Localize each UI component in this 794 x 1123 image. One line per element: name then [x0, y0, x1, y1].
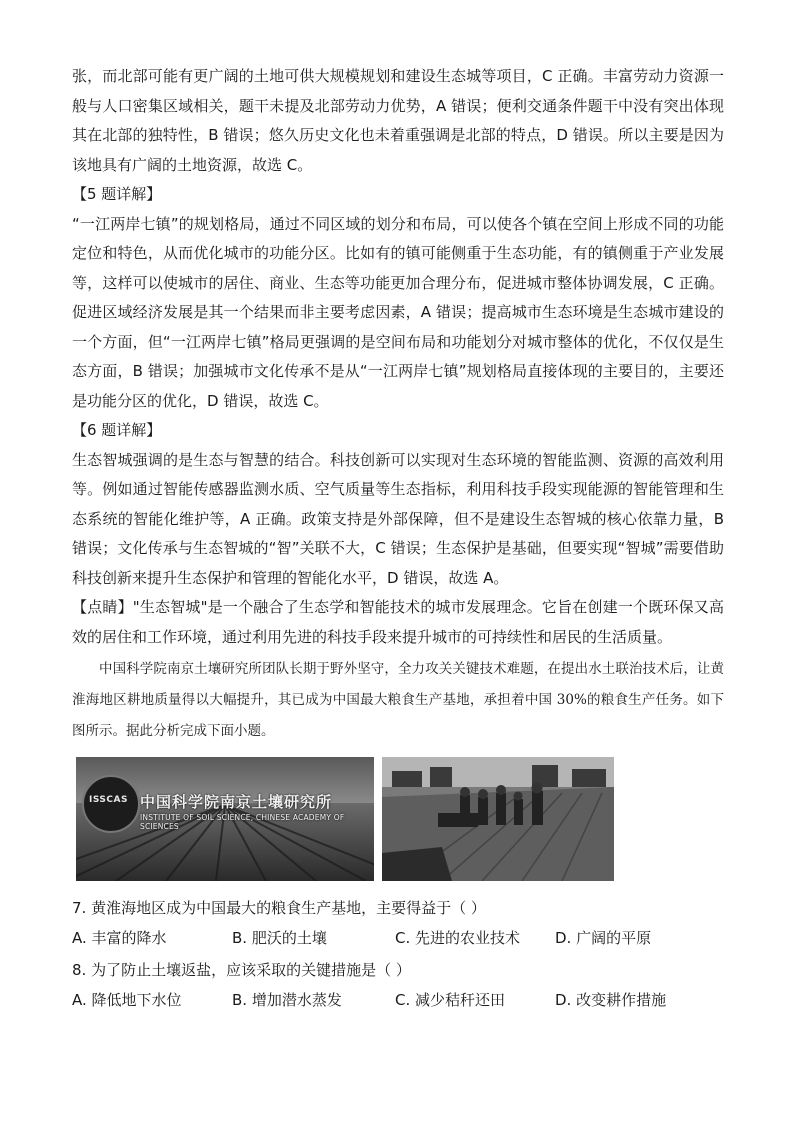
q7-option-a[interactable]: A. 丰富的降水: [72, 929, 167, 947]
researchers-field-image: [382, 757, 614, 881]
q7-option-c[interactable]: C. 先进的农业技术: [395, 929, 521, 947]
q8-option-a[interactable]: A. 降低地下水位: [72, 991, 182, 1009]
q7-option-d[interactable]: D. 广阔的平原: [555, 929, 652, 947]
institute-name-en: INSTITUTE OF SOIL SCIENCE, CHINESE ACADEMY OF SCIENCES: [140, 813, 345, 831]
question-8-options: [72, 985, 724, 1015]
page-content: [72, 62, 724, 1015]
answer-paragraph-5: “一江两岸七镇”的规划格局，通过不同区域的划分和布局，可以使各个镇在空间上形成不同的功能定位和特色，从而优化城市的功能分区。比如有的镇可能侧重于生态功能，有的镇侧重于产业发展等，这样可以使城市的居住、商业、生态等功能更加合理分布，促进城市整体协调发展，C 正确。促进区域经济发展是其一个结果而非主要考虑因素，A 错误；提高城市生态环境是生态城市建设的一个方面，但“一江两岸七镇”格局更强调的是空间布局和功能划分对城市整体的优化，不仅仅是生态方面，B 错误；加强城市文化传承不是从“一江两岸七镇”规划格局直接体现的主要目的，主要还是功能分区的优化，D 错误，故选 C。: [72, 214, 724, 410]
section-heading-5: 【5 题详解】: [72, 185, 162, 203]
section-heading-6: 【6 题详解】: [72, 421, 162, 439]
field-photo-researchers: [382, 757, 614, 881]
question-7-stem: 7. 黄淮海地区成为中国最大的粮食生产基地，主要得益于（ ）: [72, 899, 486, 917]
q8-option-d[interactable]: D. 改变耕作措施: [555, 991, 667, 1009]
key-point-note: 【点睛】"生态智城"是一个融合了生态学和智能技术的城市发展理念。它旨在创建一个既环保又高效的居住和工作环境，通过利用先进的科技手段来提升城市的可持续性和居民的生活质量。: [72, 598, 724, 646]
institute-logo-text: ISSCAS: [89, 795, 128, 805]
q7-option-b[interactable]: B. 肥沃的土壤: [232, 929, 327, 947]
material-text: 中国科学院南京土壤研究所团队长期于野外坚守，全力攻关关键技术难题，在提出水土联治技术后，让黄淮海地区耕地质量得以大幅提升，其已成为中国最大粮食生产基地，承担着中国 30%的粮食生产任务。如下图所示。据此分析完成下面小题。: [72, 661, 724, 739]
question-7-options: [72, 923, 724, 953]
field-photo-institute: [76, 757, 374, 881]
question-8-stem: 8. 为了防止土壤返盐，应该采取的关键措施是（ ）: [72, 961, 411, 979]
answer-paragraph-4: 张，而北部可能有更广阔的土地可供大规模规划和建设生态城等项目，C 正确。丰富劳动力资源一般与人口密集区域相关，题干未提及北部劳动力优势，A 错误；便利交通条件题干中没有突出体现其在北部的独特性，B 错误；悠久历史文化也未着重强调是北部的特点，D 错误。所以主要是因为该地具有广阔的土地资源，故选 C。: [72, 67, 724, 174]
photo-row: [76, 757, 724, 881]
q8-option-b[interactable]: B. 增加潜水蒸发: [232, 991, 342, 1009]
answer-paragraph-6: 生态智城强调的是生态与智慧的结合。科技创新可以实现对生态环境的智能监测、资源的高效利用等。例如通过智能传感器监测水质、空气质量等生态指标，利用科技手段实现能源的智能管理和生态系统的智能化维护等，A 正确。政策支持是外部保障，但不是建设生态智城的核心依靠力量，B 错误；文化传承与生态智城的“智”关联不大，C 错误；生态保护是基础，但要实现“智城”需要借助科技创新来提升生态保护和管理的智能化水平，D 错误，故选 A。: [72, 450, 724, 587]
q8-option-c[interactable]: C. 减少秸秆还田: [395, 991, 506, 1009]
institute-name-cn: 中国科学院南京土壤研究所: [140, 793, 333, 811]
